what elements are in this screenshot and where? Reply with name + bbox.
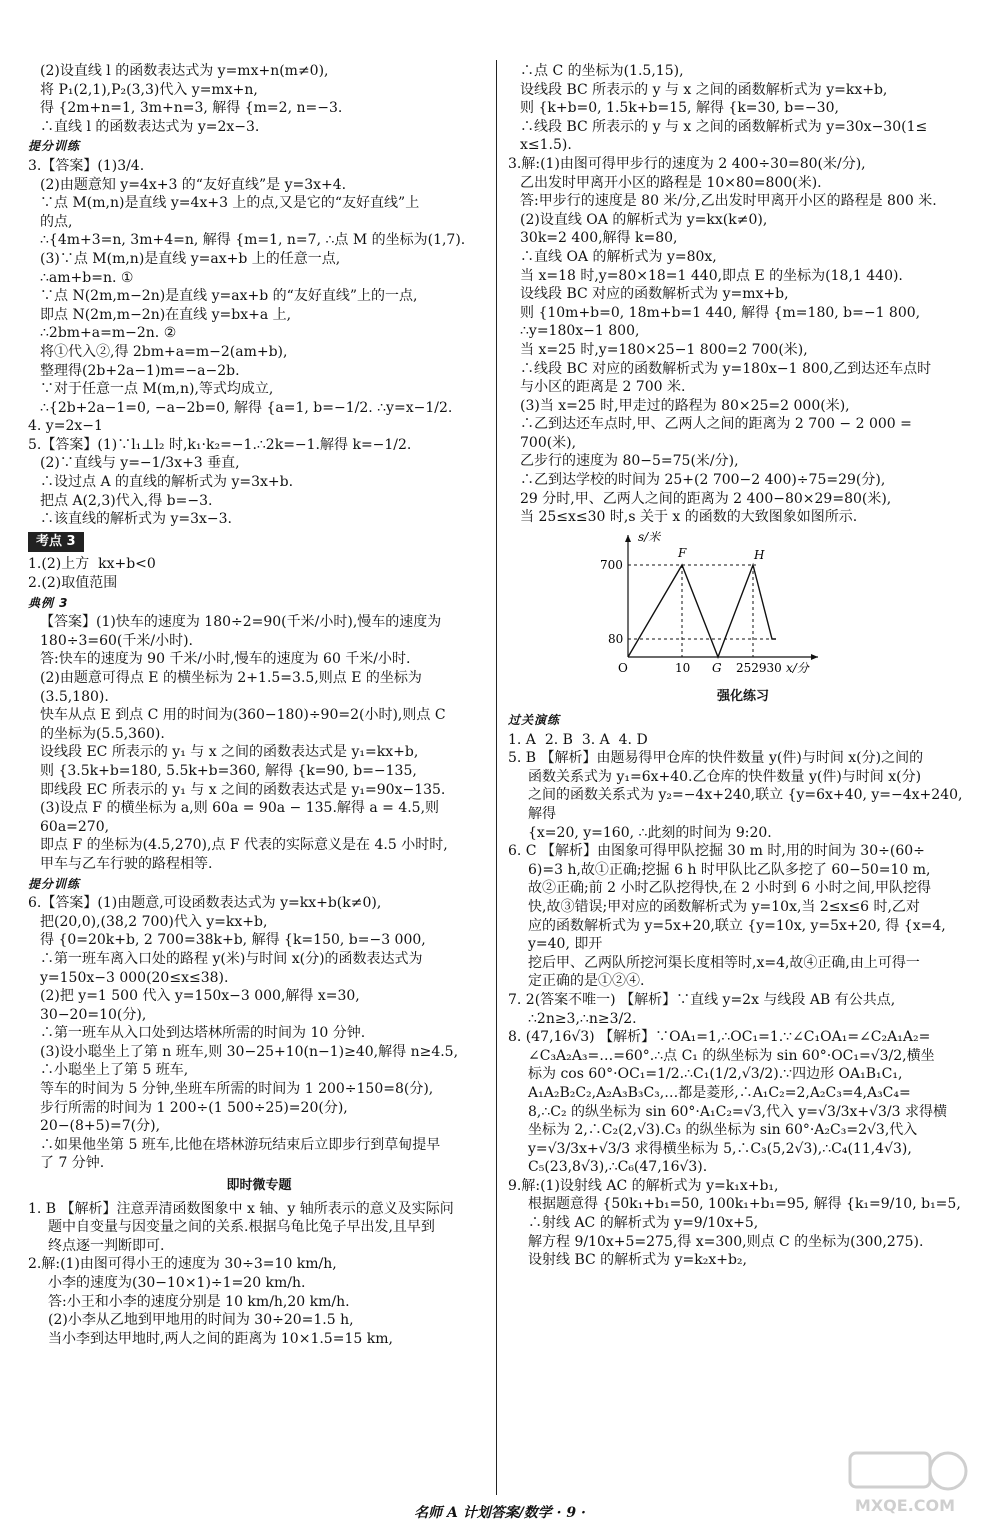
left-column <box>28 62 490 1348</box>
left-line: 6.【答案】(1)由题意,可设函数表达式为 y=kx+b(k≠0), <box>28 895 382 912</box>
right-bottom-line: 强化练习 <box>716 689 769 705</box>
y-axis-label: s/米 <box>638 529 661 544</box>
distance-time-graph <box>598 529 978 685</box>
left-line: ∴第一班车离入口处的路程 y(米)与时间 x(分)的函数表达式为 <box>40 950 423 967</box>
right-top-text <box>508 62 978 527</box>
left-line: (2)把 y=1 500 代入 y=150x−3 000,解得 x=30, <box>40 988 360 1005</box>
right-bottom-line: 之间的函数关系式为 y₂=−4x+240,联立 {y=6x+40, y=−4x+240, 解得 <box>528 787 967 822</box>
watermark-logo <box>830 1447 980 1517</box>
left-line: ∴直线 l 的函数表达式为 y=2x−3. <box>40 118 260 135</box>
right-bottom-line: 设射线 BC 的解析式为 y=k₂x+b₂, <box>528 1252 747 1269</box>
right-top-line: 当 25≤x≤30 时,s 关于 x 的函数的大致图象如图所示. <box>520 509 858 526</box>
right-bottom-text <box>508 688 978 1269</box>
right-bottom-line: 8,∴C₂ 的纵坐标为 sin 60°·A₁C₂=√3,代入 y=√3/3x+√3/3 求得横 <box>528 1103 948 1120</box>
left-line: ∵点 M(m,n)是直线 y=4x+3 上的点,又是它的“友好直线”上 <box>40 195 420 212</box>
left-line: 把(20,0),(38,2 700)代入 y=kx+b, <box>40 913 268 930</box>
left-line <box>28 529 490 556</box>
left-line: 1.(2)上方 kx+b<0 <box>28 556 156 573</box>
left-line: 的坐标为(5.5,360). <box>40 725 165 742</box>
right-column <box>508 62 978 1270</box>
left-line: ∴如果他坐第 5 班车,比他在塔林游玩结束后立即步行到草甸提早 <box>40 1136 441 1153</box>
left-line: 4. y=2x−1 <box>28 418 103 435</box>
watermark-text: MXQE.COM <box>854 1496 956 1515</box>
left-line: (3)∵点 M(m,n)是直线 y=ax+b 上的任意一点, <box>40 250 341 267</box>
right-top-line: 乙出发时甲离开小区的路程是 10×80=800(米). <box>520 174 822 191</box>
left-line: 小李的速度为(30−10×1)÷1=20 km/h. <box>48 1275 306 1291</box>
left-line: 整理得(2b+2a−1)m=−a−2b. <box>40 362 240 379</box>
right-bottom-line: 挖后甲、乙两队所挖河渠长度相等时,x=4,故④正确,由上可得一 <box>528 954 920 971</box>
left-line: 典例 3 <box>28 595 69 610</box>
left-line: 答:小王和小李的速度分别是 10 km/h,20 km/h. <box>48 1293 350 1310</box>
right-top-line: 设线段 BC 对应的函数解析式为 y=mx+b, <box>520 286 789 303</box>
right-bottom-line: y=√3/3x+√3/3 求得横坐标为 5,∴C₃(5,2√3),∴C₄(11,4√3), <box>528 1140 912 1157</box>
left-line: (3)设点 F 的横坐标为 a,则 60a = 90a − 135.解得 a = 4.5,则 <box>40 800 440 817</box>
left-line: 即时微专题 <box>226 1178 292 1194</box>
right-bottom-line: 5. B 【解析】由题易得甲仓库的快件数量 y(件)与时间 x(分)之间的 <box>508 750 924 767</box>
right-bottom-line: 7. 2(答案不唯一) 【解析】∵直线 y=2x 与线段 AB 有公共点, <box>508 991 896 1008</box>
right-bottom-line: ∴射线 AC 的解析式为 y=9/10x+5, <box>528 1215 759 1232</box>
right-bottom-line: 9.解:(1)设射线 AC 的解析式为 y=k₁x+b₁, <box>508 1177 779 1194</box>
right-top-line: ∴y=180x−1 800, <box>520 323 640 340</box>
x-tick-g: G <box>712 660 722 675</box>
left-line: 即点 F 的坐标为(4.5,270),点 F 代表的实际意义是在 4.5 小时时, <box>40 837 448 854</box>
left-line: 得 {2m+n=1, 3m+n=3, 解得 {m=2, n=−3. <box>40 100 343 117</box>
right-top-line: ∴线段 BC 对应的函数解析式为 y=180x−1 800,乙到达还车点时 <box>520 360 932 377</box>
x-axis-label: x/分 <box>786 660 809 675</box>
right-top-line: 3.解:(1)由图可得甲步行的速度为 2 400÷30=80(米/分), <box>508 155 866 172</box>
right-bottom-line: 6)=3 h,故①正确;挖掘 6 h 时甲队比乙队多挖了 60−50=10 m, <box>528 861 931 878</box>
left-line: 快车从点 E 到点 C 用的时间为(360−180)÷90=2(小时),则点 C <box>40 707 446 724</box>
left-line: 则 {3.5k+b=180, 5.5k+b=360, 解得 {k=90, b=−135, <box>40 762 417 779</box>
left-line: 即点 N(2m,m−2n)在直线 y=bx+a 上, <box>40 306 292 323</box>
right-top-line: 当 x=18 时,y=80×18=1 440,即点 E 的坐标为(18,1 440). <box>520 267 903 284</box>
right-top-line: 设线段 BC 所表示的 y 与 x 之间的函数解析式为 y=kx+b, <box>520 81 888 98</box>
left-line: 180÷3=60(千米/小时). <box>40 632 193 649</box>
left-line: 的点, <box>40 213 73 230</box>
left-line: ∵点 N(2m,m−2n)是直线 y=ax+b 的“友好直线”上的一点, <box>40 288 418 305</box>
right-bottom-line: 标为 cos 60°·OC₁=1/2.∴C₁(1/2,√3/2).∵四边形 OA₁B₁C₁, <box>528 1066 903 1083</box>
right-bottom-line: 6. C 【解析】由图象可得甲队挖掘 30 m 时,用的时间为 30÷(60÷ <box>508 843 925 860</box>
right-top-line: 与小区的距离是 2 700 米. <box>520 379 686 396</box>
left-line: 当小李到达甲地时,两人之间的距离为 10×1.5=15 km, <box>48 1330 393 1347</box>
left-line: 2.解:(1)由图可得小王的速度为 30÷3=10 km/h, <box>28 1256 337 1273</box>
right-bottom-line: {x=20, y=160, ∴此刻的时间为 9:20. <box>528 824 772 841</box>
left-line: (2)由题意知 y=4x+3 的“友好直线”是 y=3x+4. <box>40 176 347 193</box>
left-line: 将 P₁(2,1),P₂(3,3)代入 y=mx+n, <box>40 81 258 98</box>
column-divider <box>496 60 497 1495</box>
right-top-line: (2)设直线 OA 的解析式为 y=kx(k≠0), <box>520 211 768 228</box>
y-tick-80: 80 <box>608 631 624 646</box>
left-line: 答:快车的速度为 90 千米/小时,慢车的速度为 60 千米/小时. <box>40 651 411 668</box>
right-top-line: ∴乙到达学校的时间为 25+(2 700−2 400)÷75=29(分), <box>520 472 886 489</box>
left-line: 3.【答案】(1)3/4. <box>28 157 145 174</box>
left-line: (2)∵直线与 y=−1/3x+3 垂直, <box>40 455 240 472</box>
right-top-line: 30k=2 400,解得 k=80, <box>520 230 678 247</box>
left-line: 设线段 EC 所表示的 y₁ 与 x 之间的函数表达式是 y₁=kx+b, <box>40 744 419 761</box>
left-line: 了 7 分钟. <box>40 1155 105 1172</box>
left-line: ∴2bm+a=m−2n. ② <box>40 325 177 342</box>
left-line: ∴第一班车从入口处到达塔林所需的时间为 10 分钟. <box>40 1025 366 1042</box>
left-line: 20−(8+5)=7(分), <box>40 1118 161 1135</box>
left-line: 终点逐一判断即可. <box>48 1237 165 1254</box>
left-line: 提分训练 <box>28 876 81 891</box>
right-bottom-line: 应的函数解析式为 y=5x+20,联立 {y=10x, y=5x+20, 得 {x=4, y=40, 即开 <box>528 917 951 953</box>
left-line: 30−20=10(分), <box>40 1006 147 1023</box>
right-bottom-line: A₁A₂B₂C₂,A₂A₃B₃C₃,…都是菱形,∴A₁C₂=2,A₂C₃=4,A₃C₄= <box>528 1084 911 1101</box>
left-line: 即线段 EC 所表示的 y₁ 与 x 之间的函数表达式是 y₁=90x−135. <box>40 781 446 798</box>
left-line: ∴小聪坐上了第 5 班车, <box>40 1062 189 1079</box>
left-line: 60a=270, <box>40 818 110 835</box>
left-line: (2)由题意可得点 E 的横坐标为 2+1.5=3.5,则点 E 的坐标为 <box>40 670 422 686</box>
right-top-line: ∴线段 BC 所表示的 y 与 x 之间的函数解析式为 y=30x−30(1≤ <box>520 118 928 135</box>
left-line: 2.(2)取值范围 <box>28 575 118 592</box>
right-top-line: 29 分时,甲、乙两人之间的距离为 2 400−80×29=80(米), <box>520 490 892 507</box>
right-bottom-line: 函数关系式为 y₁=6x+40.乙仓库的快件数量 y(件)与时间 x(分) <box>528 768 922 785</box>
origin-label: O <box>618 660 628 675</box>
right-top-line: 700(米), <box>520 434 577 451</box>
right-top-line: ∴直线 OA 的解析式为 y=80x, <box>520 248 717 265</box>
left-line: (3)设小聪坐上了第 n 班车,则 30−25+10(n−1)≥40,解得 n≥4.5, <box>40 1043 459 1060</box>
x-tick-252930: 252930 <box>736 660 782 675</box>
left-line: 步行所需的时间为 1 200÷(1 500÷25)=20(分), <box>40 1099 348 1116</box>
left-line: (2)小李从乙地到甲地用的时间为 30÷20=1.5 h, <box>48 1312 354 1329</box>
left-line: ∴该直线的解析式为 y=3x−3. <box>40 511 232 528</box>
left-line: 甲车与乙车行驶的路程相等. <box>40 855 213 872</box>
right-top-line: 则 {k+b=0, 1.5k+b=15, 解得 {k=30, b=−30, <box>520 100 839 117</box>
right-bottom-line: C₅(23,8√3),∴C₆(47,16√3). <box>528 1159 708 1176</box>
right-top-line: x≤1.5). <box>520 137 572 154</box>
right-bottom-line: 过关演练 <box>508 713 561 728</box>
left-line: 提分训练 <box>28 139 81 154</box>
right-top-line: (3)当 x=25 时,甲走过的路程为 80×25=2 000(米), <box>520 397 850 414</box>
right-bottom-line: 快,故③错误;甲对应的函数解析式为 y=10x,当 2≤x≤6 时,乙对 <box>528 898 920 915</box>
left-line: 将①代入②,得 2bm+a=m−2(am+b), <box>40 343 288 360</box>
right-bottom-line: ∠C₃A₂A₃=…=60°.∴点 C₁ 的纵坐标为 sin 60°·OC₁=√3/2,横坐 <box>528 1047 935 1064</box>
point-h-label: H <box>754 547 765 562</box>
right-bottom-line: 定正确的是①②④. <box>528 973 645 990</box>
right-bottom-line: 根据题意得 {50k₁+b₁=50, 100k₁+b₁=95, 解得 {k₁=9/10, b₁=5, <box>528 1196 961 1213</box>
right-bottom-line: 1. A 2. B 3. A 4. D <box>508 731 648 748</box>
x-tick-10: 10 <box>675 660 691 675</box>
right-bottom-line: 坐标为 2,∴C₂(2,√3).C₃ 的纵坐标为 sin 60°·A₂C₃=2√3,代入 <box>528 1122 918 1139</box>
right-top-line: 答:甲步行的速度是 80 米/分,乙出发时甲离开小区的路程是 800 米. <box>520 193 937 210</box>
right-bottom-line: 8. (47,16√3) 【解析】∵OA₁=1,∴OC₁=1.∵∠C₁OA₁=∠C₂A₁A₂= <box>508 1029 931 1046</box>
left-line: (3.5,180). <box>40 688 109 705</box>
right-bottom-line: ∴2n≥3,∴n≥3/2. <box>528 1010 637 1027</box>
left-line: 题中自变量与因变量之间的关系.根据乌龟比兔子早出发,且早到 <box>48 1219 435 1236</box>
left-line: 等车的时间为 5 分钟,坐班车所需的时间为 1 200÷150=8(分), <box>40 1081 434 1098</box>
left-line: 【答案】(1)快车的速度为 180÷2=90(千米/小时),慢车的速度为 <box>40 614 442 631</box>
left-line: ∵对于任意一点 M(m,n),等式均成立, <box>40 381 274 398</box>
left-line: ∴am+b=n. ① <box>40 269 134 286</box>
y-tick-700: 700 <box>600 557 623 572</box>
left-line: 得 {0=20k+b, 2 700=38k+b, 解得 {k=150, b=−3 000, <box>40 932 426 949</box>
left-line: y=150x−3 000(20≤x≤38). <box>40 969 229 986</box>
page-footer: 名师 A 计划答案/数学 · 9 · <box>414 1505 586 1521</box>
right-top-line: 当 x=25 时,y=180×25−1 800=2 700(米), <box>520 341 808 358</box>
right-top-line: ∴乙到达还车点时,甲、乙两人之间的距离为 2 700 − 2 000 = <box>520 416 912 433</box>
right-top-line: 乙步行的速度为 80−5=75(米/分), <box>520 453 739 470</box>
left-line: 1. B 【解析】注意弄清函数图象中 x 轴、y 轴所表示的意义及实际问 <box>28 1200 454 1217</box>
right-bottom-line: 故②正确;前 2 小时乙队挖得快,在 2 小时到 6 小时之间,甲队挖得 <box>528 880 932 897</box>
right-bottom-line: 解方程 9/10x+5=275,得 x=300,则点 C 的坐标为(300,275). <box>528 1233 924 1250</box>
left-line: ∴{4m+3=n, 3m+4=n, 解得 {m=1, n=7, ∴点 M 的坐标为(1,7). <box>40 232 466 249</box>
left-line: 5.【答案】(1)∵l₁⊥l₂ 时,k₁·k₂=−1.∴2k=−1.解得 k=−1/2. <box>28 436 412 453</box>
left-line: (2)设直线 l 的函数表达式为 y=mx+n(m≠0), <box>40 63 329 79</box>
left-line: 把点 A(2,3)代入,得 b=−3. <box>40 492 213 509</box>
right-top-line: ∴点 C 的坐标为(1.5,15), <box>520 63 684 79</box>
right-top-line: 则 {10m+b=0, 18m+b=1 440, 解得 {m=180, b=−1 800, <box>520 304 921 321</box>
left-line: ∴{2b+2a−1=0, −a−2b=0, 解得 {a=1, b=−1/2. ∴y=x−1/2. <box>40 399 453 416</box>
point-f-label: F <box>678 545 687 560</box>
left-line: ∴设过点 A 的直线的解析式为 y=3x+b. <box>40 474 294 491</box>
section-badge: 考点 3 <box>28 532 84 553</box>
